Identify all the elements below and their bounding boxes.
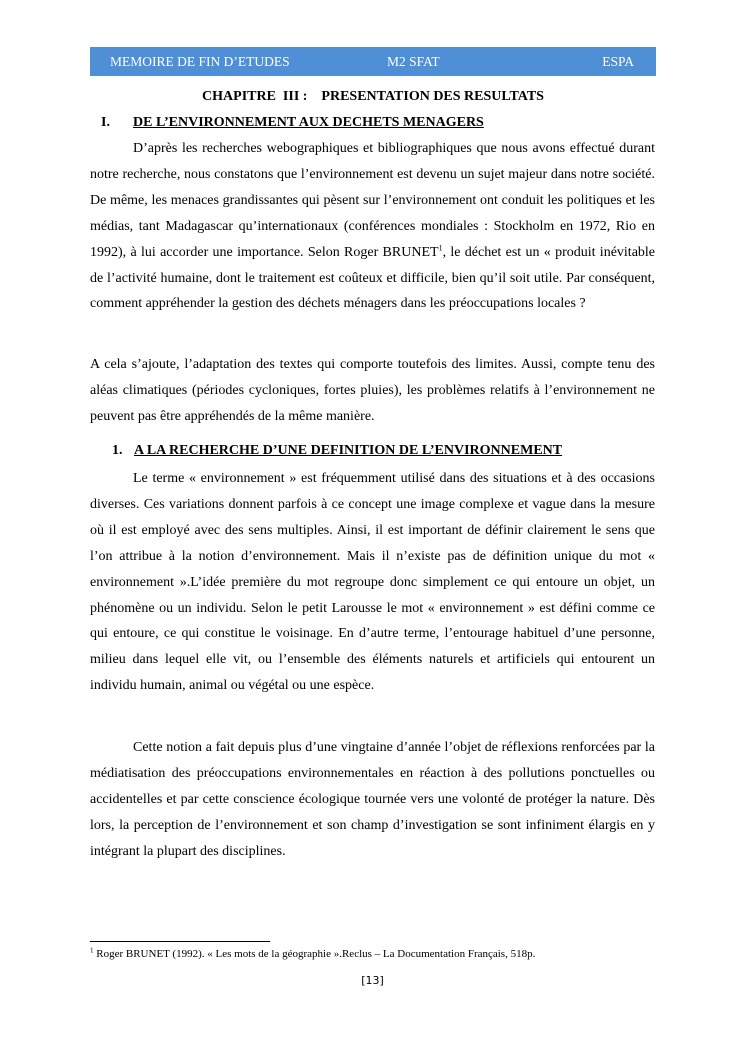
paragraph-texts-adaptation: A cela s’ajoute, l’adaptation des textes qui comporte toutefois des limites. Aussi, compte tenu des aléas climatiques (périodes cycloniques, fortes pluies), les problèmes relatifs à l’environnement ne peuvent pas être appréhendés de la même manière. — [90, 357, 655, 424]
footnote-marker: 1 — [90, 946, 94, 955]
paragraph-intro — [90, 136, 655, 317]
subsection-number: 1. — [112, 443, 123, 458]
paragraph-intro-text-start: D’après les recherches webographiques et bibliographiques que nous avons effectué durant notre recherche, nous constatons que l’environnement est devenu un sujet majeur dans notre société. De même, les menaces grandissantes qui pèsent sur l’environnement ont conduit les politiques et les médias, tant Madagascar qu’internationaux (conférences mondiales : Stockholm en 1972, Rio en 1992), à lui accorder une importance. Selon Roger BRUNET — [90, 141, 655, 260]
section-heading — [101, 115, 484, 131]
header-school-label: ESPA — [602, 54, 634, 69]
page-header-bar — [90, 47, 656, 76]
header-memoir-label: MEMOIRE DE FIN D’ETUDES — [110, 54, 290, 69]
chapter-title: CHAPITRE III : PRESENTATION DES RESULTATS — [202, 89, 544, 104]
subsection-heading — [112, 443, 562, 459]
page-number: [13] — [361, 974, 384, 987]
subsection-title: A LA RECHERCHE D’UNE DEFINITION DE L’ENVIRONNEMENT — [134, 443, 563, 458]
paragraph-notion: Cette notion a fait depuis plus d’une vingtaine d’année l’objet de réflexions renforcées par la médiatisation des préoccupations environnementales en réaction à des pollutions ponctuelles ou accidentelles et par cette conscience écologique tournée vers une volonté de protéger la nature. Dès lors, la perception de l’environnement et son champ d’investigation se sont infiniment élargis en y intégrant la plupart des disciplines. — [90, 740, 655, 859]
paragraph-intro-text-end: , le déchet est un « produit inévitable de l’activité humaine, dont le traitement est coûteux et difficile, bien qu’il soit utile. Par conséquent, comment appréhender la gestion des déchets ménagers dans les préoccupations locales ? — [90, 244, 656, 312]
footnote-separator — [90, 941, 270, 942]
paragraph-definition: Le terme « environnement » est fréquemment utilisé dans des situations et à des occasions diverses. Ces variations donnent parfois à ce concept une image complexe et vague dans la mesure où il est employé avec des sens multiples. Ainsi, il est important de définir clairement le sens que l’on attribue à la notion d’environnement. Mais il n’existe pas de définition unique du mot « environnement ».L’idée première du mot regroupe donc simplement ce qui entoure un objet, un phénomène ou un individu. Selon le petit Larousse le mot « environnement » est défini comme ce qui entoure, ce qui constitue le voisinage. En d’autre terme, l’entourage habituel d’une personne, milieu dans lequel elle vit, ou l’ensemble des éléments naturels et artificiels qui entourent un individu humain, animal ou végétal ou une espèce. — [90, 471, 655, 694]
header-program-label: M2 SFAT — [387, 54, 440, 69]
footnote — [90, 948, 535, 960]
footnote-reference[interactable]: 1 — [438, 242, 443, 252]
footnote-text: Roger BRUNET (1992). « Les mots de la géographie ».Reclus – La Documentation Français, 518p. — [93, 948, 536, 960]
section-number: I. — [101, 115, 110, 130]
section-title: DE L’ENVIRONNEMENT AUX DECHETS MENAGERS — [133, 115, 484, 130]
